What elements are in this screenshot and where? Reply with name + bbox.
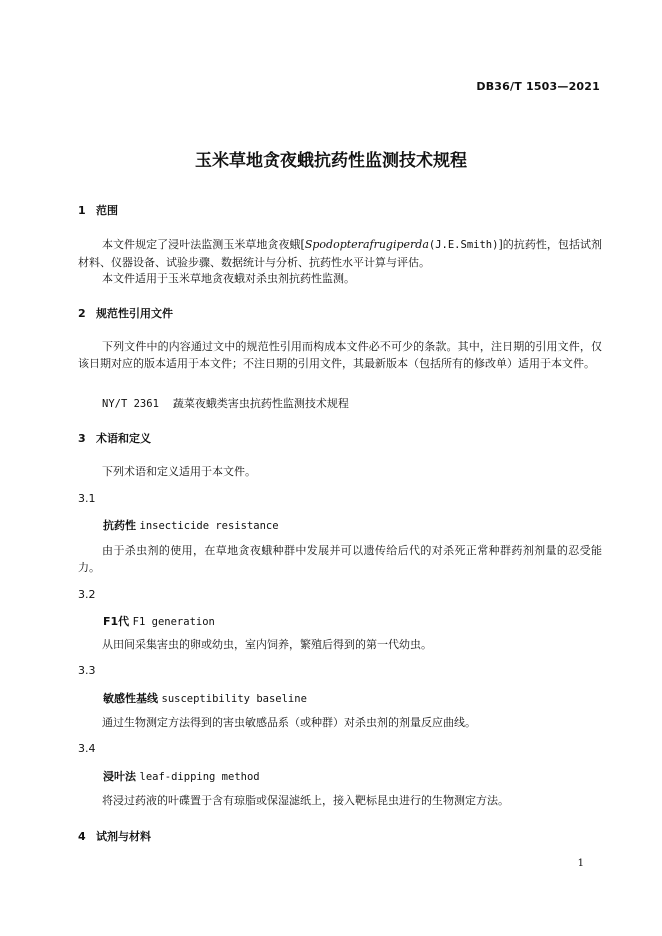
reference-entry [102, 395, 349, 411]
term-en: insecticide resistance [139, 520, 279, 532]
section-heading-scope [78, 202, 118, 218]
reference-title: 蔬菜夜蛾类害虫抗药性监测技术规程 [172, 397, 349, 410]
section-heading-terms [78, 430, 151, 446]
term-zh: F1代 [103, 615, 130, 628]
section-number: 3 [78, 432, 86, 445]
term-en: susceptibility baseline [161, 693, 307, 705]
term-heading [103, 613, 215, 629]
term-zh: 抗药性 [103, 519, 136, 532]
page-number: 1 [577, 858, 584, 869]
term-definition: 将浸过药液的叶碟置于含有琼脂或保湿滤纸上，接入靶标昆虫进行的生物测定方法。 [102, 794, 509, 807]
term-definition: 从田间采集害虫的卵或幼虫，室内饲养，繁殖后得到的第一代幼虫。 [102, 638, 432, 651]
term-number: 3.2 [78, 588, 96, 601]
section-number: 1 [78, 204, 86, 217]
section-title: 术语和定义 [96, 432, 151, 445]
section-title: 规范性引用文件 [96, 307, 173, 320]
term-zh: 敏感性基线 [103, 692, 158, 705]
term-heading [103, 690, 307, 706]
section-number: 2 [78, 307, 86, 320]
term-en: leaf-dipping method [139, 771, 260, 783]
section-heading-normative-references [78, 305, 173, 321]
text-run: 本文件规定了浸叶法监测玉米草地贪夜蛾[ [102, 238, 305, 251]
term-heading [103, 517, 279, 533]
section-heading-reagents [78, 828, 151, 844]
document-code: DB36/T 1503—2021 [476, 80, 600, 93]
scope-paragraph-1 [78, 236, 602, 271]
references-paragraph: 下列文件中的内容通过文中的规范性引用而构成本文件必不可少的条款。其中，注日期的引用文件，仅该日期对应的版本适用于本文件；不注日期的引用文件，其最新版本（包括所有的修改单）适用于本文件。 [78, 340, 602, 370]
term-definition: 由于杀虫剂的使用，在草地贪夜蛾种群中发展并可以遗传给后代的对杀死正常种群药剂剂量的忍受能力。 [78, 544, 602, 574]
species-author: (J.E.Smith) [428, 239, 499, 251]
term-zh: 浸叶法 [103, 770, 136, 783]
term-en: F1 generation [132, 616, 215, 628]
term-definition: 通过生物测定方法得到的害虫敏感品系（或种群）对杀虫剂的剂量反应曲线。 [102, 716, 476, 729]
term-number: 3.3 [78, 664, 96, 677]
section-title: 范围 [96, 204, 118, 217]
term-number: 3.1 [78, 492, 96, 505]
text-run: ]的抗药性，包括试剂材料、仪器设备、试验步骤、数据统计与分析、抗药性水平计算与评估。 [78, 238, 602, 269]
section-title: 试剂与材料 [96, 830, 151, 843]
section-number: 4 [78, 830, 86, 843]
term-heading [103, 768, 260, 784]
scope-paragraph-2: 本文件适用于玉米草地贪夜蛾对杀虫剂抗药性监测。 [102, 272, 355, 285]
document-title: 玉米草地贪夜蛾抗药性监测技术规程 [195, 151, 467, 171]
reference-code: NY/T 2361 [102, 398, 159, 410]
species-name: Spodopterafrugiperda [304, 238, 429, 251]
terms-intro: 下列术语和定义适用于本文件。 [102, 465, 256, 478]
term-number: 3.4 [78, 742, 96, 755]
